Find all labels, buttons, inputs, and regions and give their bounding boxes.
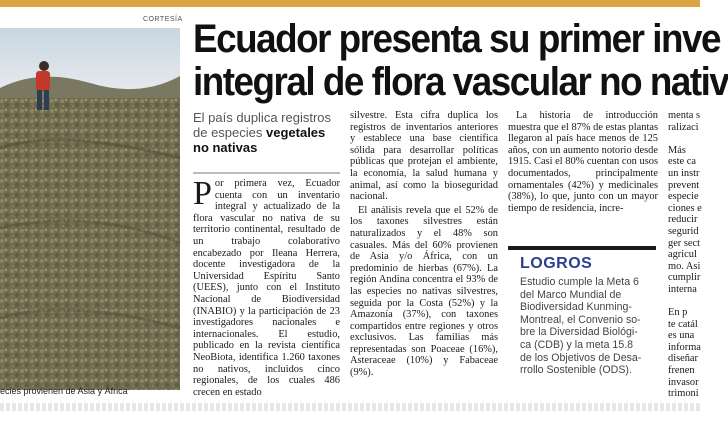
article-column-1 xyxy=(193,175,340,398)
logros-line: Estudio cumple la Meta 6 xyxy=(520,276,639,288)
column-4-line: invasor xyxy=(668,376,699,388)
article-column-4 xyxy=(668,110,700,398)
column-4-line: informa xyxy=(668,341,701,353)
column-4-line: En p xyxy=(668,307,688,319)
logros-box xyxy=(520,276,656,377)
column-4-line: te catál xyxy=(668,318,698,330)
column-1-text: or primera vez, Ecuador cuenta con un inventario integral y actualizado de la flora vascular no nativa de su territorio continental, resultado de un trabajo colaborativo encabezado por Ileana Herrera, docente investigadora de la Universidad Espíritu Santo (UEES), junto con el Instituto Nacional de Biodiversidad (INABIO) y la participación de 23 investigadores nacionales e internacionales. El estudio, publicado en la revista científica NeoBiota, identifica 1.260 taxones no nativos, incluidos cinco regionales, de los cuales 486 crecen en estado xyxy=(193,178,340,398)
logros-line: ca (CDB) y la meta 15.8 xyxy=(520,338,634,351)
top-rule xyxy=(0,0,700,7)
logros-line: Biodiversidad Kunming- xyxy=(520,301,632,314)
drop-cap: P xyxy=(193,175,212,212)
column-2-paragraph-1: silvestre. Esta cifra duplica los registros de inventarios anteriores y establece una base científica sólida para desarrollar políticas públicas que protejan el ambiente, la economía, la salud humana y animal, así como la bioseguridad nacional. xyxy=(350,110,498,203)
column-4-line: ger sect xyxy=(668,237,701,249)
column-4-line: diseñar xyxy=(668,353,699,365)
column-4-line: cumplir xyxy=(668,272,701,284)
article-column-3 xyxy=(508,110,658,238)
logros-rule xyxy=(508,246,656,250)
column-4-line xyxy=(668,133,700,145)
column-4-line: trimoni xyxy=(668,388,699,400)
deck-subtitle xyxy=(193,110,343,155)
headline xyxy=(193,17,728,104)
logros-title: LOGROS xyxy=(520,255,593,272)
column-4-line xyxy=(668,296,700,308)
logros-line: del Marco Mundial de xyxy=(520,288,622,301)
photo-caption: ecies provienen de Asia y África xyxy=(0,386,128,396)
column-3-paragraph: La historia de introducción muestra que el 87% de estas plantas llegaron al país hace menos de 125 años, con un aumento notorio desde 1915. Casi el 80% cuentan con usos documentados, principalmente ornamentales (42%) y medicinales (38%), lo que, junto con un mayor tiempo de residencia, incre- xyxy=(508,110,658,214)
logros-line: de los Objetivos de Desa- xyxy=(520,351,642,364)
column-4-line: menta s xyxy=(668,110,701,121)
column-4-line: segurid xyxy=(668,225,699,237)
column-4-line: prevent xyxy=(668,179,700,191)
column-4-line: especie xyxy=(668,191,699,203)
column-2-paragraph-2: El análisis revela que el 52% de los taxones silvestres están naturalizados y el 48% son casuales. Más del 60% provienen de Asia y/o África, con un predominio de hierbas (67%). La región Andina concentra el 93% de las especies no nativas silvestres, seguida por la Costa (52%) y la Amazonía (37%), con taxones compartidos entre regiones y otros exclusivos. Las familias más representadas son Poaceae (16%), Asteraceae (10%) y Fabaceae (9%). xyxy=(350,204,498,379)
column-4-line: agricul xyxy=(668,249,697,261)
photo-illustration xyxy=(0,28,180,390)
column-4-line: ralizaci xyxy=(668,121,699,133)
column-4-line: un instr xyxy=(668,167,700,179)
article-column-2 xyxy=(350,110,498,396)
logros-line: bre la Diversidad Biológi- xyxy=(520,326,638,339)
column-4-line: este ca xyxy=(668,156,696,168)
column-4-line: frenen xyxy=(668,365,695,377)
column-4-line: Más xyxy=(668,144,686,156)
column-4-line: es una xyxy=(668,330,695,342)
deck-lead: El país duplica registros de especies xyxy=(193,110,332,140)
column-4-line: mo. Asi xyxy=(668,260,701,272)
photo-credit: CORTESÍA xyxy=(143,16,183,23)
headline-line-2: integral de flora vascular no nativ xyxy=(193,60,728,104)
column-4-line: ciones e xyxy=(668,202,702,214)
article-photo xyxy=(0,28,180,390)
bottom-rule xyxy=(0,403,700,411)
column-4-line: reducir xyxy=(668,214,698,226)
column-4-line: interna xyxy=(668,283,697,295)
headline-line-1: Ecuador presenta su primer inve xyxy=(193,17,721,61)
deck-bold: vegetales no nativas xyxy=(193,125,326,155)
logros-line: rrollo Sostenible (ODS). xyxy=(520,364,632,377)
logros-line: Montreal, el Convenio so- xyxy=(520,313,641,326)
deck-rule xyxy=(193,172,340,174)
